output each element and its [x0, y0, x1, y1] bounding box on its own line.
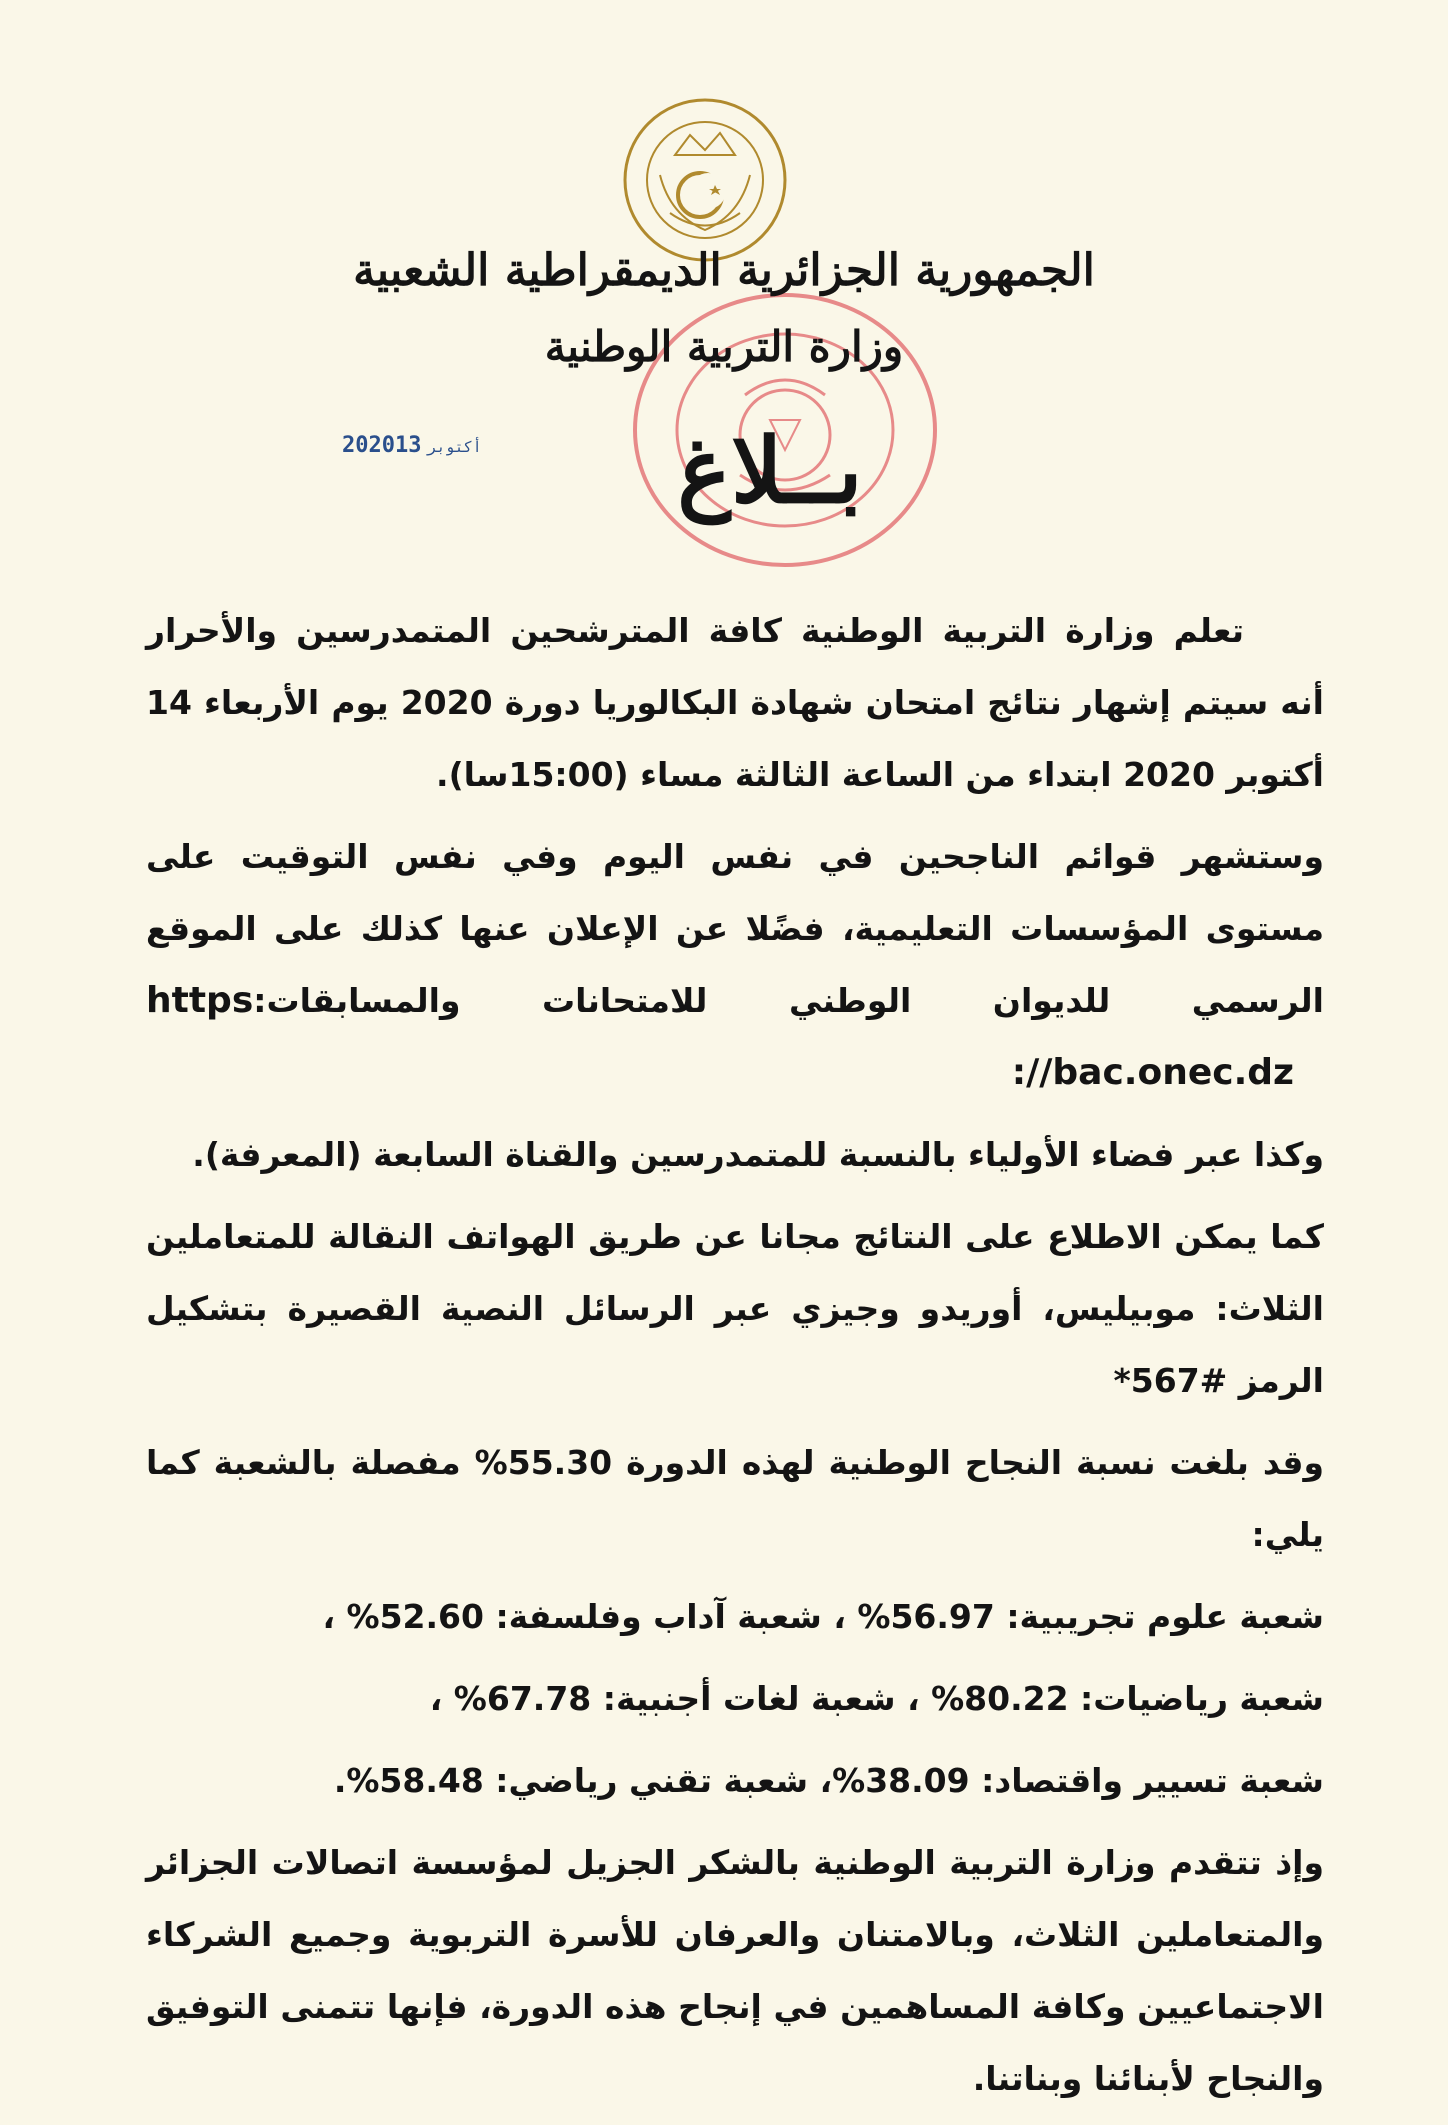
paragraph-parents-space: وكذا عبر فضاء الأولياء بالنسبة للمتمدرسين والقناة السابعة (المعرفة). [192, 1135, 1324, 1174]
paragraph-intro: تعلم وزارة التربية الوطنية كافة المترشحين المتمدرسين والأحرار أنه سيتم إشهار نتائج امتحان شهادة البكالوريا دورة 2020 يوم الأربعاء 14 أكتوبر 2020 ابتداء من الساعة الثالثة مساء (15:00سا). [146, 611, 1324, 794]
paragraph-rates-1: شعبة علوم تجريبية: 56.97% ، شعبة آداب وفلسفة: 52.60% ، [322, 1597, 1324, 1636]
results-website-link[interactable]: https ://bac.onec.dz [146, 980, 1294, 1093]
national-emblem-icon [620, 95, 790, 265]
date-year: 2020 [342, 433, 395, 458]
date-stamp [342, 433, 488, 458]
communique-body [146, 595, 1324, 2125]
communique-title: بــلاغ [677, 418, 863, 524]
paragraph-rates-2: شعبة رياضيات: 80.22% ، شعبة لغات أجنبية: 67.78% ، [429, 1679, 1324, 1718]
paragraph-success-rate: وقد بلغت نسبة النجاح الوطنية لهذه الدورة 55.30% مفصلة بالشعبة كما يلي: [146, 1443, 1324, 1554]
paragraph-sms: كما يمكن الاطلاع على النتائج مجانا عن طريق الهواتف النقالة للمتعاملين الثلاث: موبيليس، أوريدو وجيزي عبر الرسائل النصية القصيرة بتشكيل الرمز #567* [146, 1217, 1324, 1400]
paragraph-thanks: وإذ تتقدم وزارة التربية الوطنية بالشكر الجزيل لمؤسسة اتصالات الجزائر والمتعاملين الثلاث، وبالامتنان والعرفان للأسرة التربوية وجميع الشركاء الاجتماعيين وكافة المساهمين في إنجاح هذه الدورة، فإنها تتمنى التوفيق والنجاح لأبنائنا وبناتنا. [146, 1843, 1324, 2098]
paragraph-rates-3: شعبة تسيير واقتصاد: 38.09%، شعبة تقني رياضي: 58.48%. [333, 1761, 1324, 1800]
republic-heading: الجمهورية الجزائرية الديمقراطية الشعبية [353, 245, 1095, 296]
date-day: 13 [394, 433, 422, 458]
ministry-heading: وزارة التربية الوطنية [544, 322, 904, 371]
paragraph-publication: وستشهر قوائم الناجحين في نفس اليوم وفي نفس التوقيت على مستوى المؤسسات التعليمية، فضًلا عن الإعلان عنها كذلك على الموقع الرسمي للديوان الوطني للامتحانات والمسابقات:https ://bac.onec.dz [146, 837, 1324, 1093]
date-month: أكتوبر [427, 438, 482, 456]
